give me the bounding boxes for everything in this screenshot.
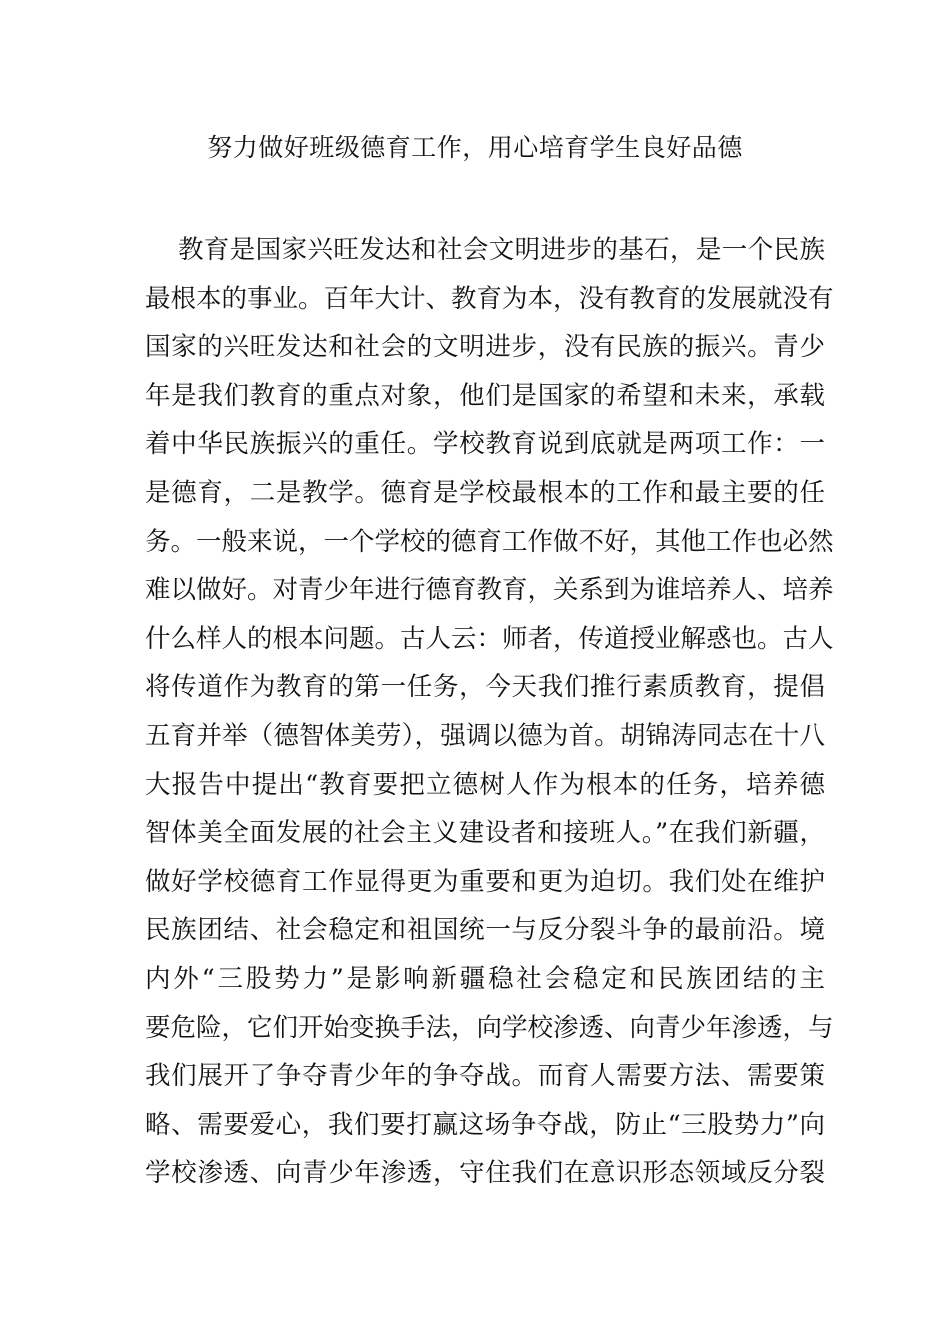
paragraph-line: 大报告中提出“教育要把立德树人作为根本的任务，培养德	[145, 769, 825, 800]
paragraph-line: 智体美全面发展的社会主义建设者和接班人。”在我们新疆，	[145, 818, 825, 849]
document-title: 努力做好班级德育工作，用心培育学生良好品德	[207, 133, 743, 162]
paragraph-line: 做好学校德育工作显得更为重要和更为迫切。我们处在维护	[145, 866, 825, 897]
paragraph-line: 国家的兴旺发达和社会的文明进步，没有民族的振兴。青少	[145, 332, 825, 363]
paragraph-line: 务。一般来说，一个学校的德育工作做不好，其他工作也必然	[145, 526, 834, 557]
body-paragraph	[145, 226, 834, 1198]
paragraph-line: 年是我们教育的重点对象，他们是国家的希望和未来，承载	[145, 380, 825, 411]
paragraph-line: 将传道作为教育的第一任务，今天我们推行素质教育，提倡	[145, 672, 825, 703]
paragraph-line: 学校渗透、向青少年渗透，守住我们在意识形态领域反分裂	[145, 1158, 825, 1189]
paragraph-line: 是德育，二是教学。德育是学校最根本的工作和最主要的任	[145, 477, 825, 508]
paragraph-line: 难以做好。对青少年进行德育教育，关系到为谁培养人、培养	[145, 575, 834, 606]
paragraph-line: 内外“三股势力”是影响新疆稳社会稳定和民族团结的主	[145, 963, 825, 994]
paragraph-line: 我们展开了争夺青少年的争夺战。而育人需要方法、需要策	[145, 1061, 825, 1092]
paragraph-line: 要危险，它们开始变换手法，向学校渗透、向青少年渗透，与	[145, 1012, 834, 1043]
paragraph-line: 民族团结、社会稳定和祖国统一与反分裂斗争的最前沿。境	[145, 915, 825, 946]
paragraph-line: 着中华民族振兴的重任。学校教育说到底就是两项工作：一	[145, 429, 825, 460]
paragraph-line: 最根本的事业。百年大计、教育为本，没有教育的发展就没有	[145, 283, 834, 314]
paragraph-line: 教育是国家兴旺发达和社会文明进步的基石，是一个民族	[178, 235, 825, 265]
paragraph-line: 五育并举（德智体美劳），强调以德为首。胡锦涛同志在十八	[145, 720, 825, 751]
paragraph-line: 略、需要爱心，我们要打赢这场争夺战，防止“三股势力”向	[145, 1109, 825, 1140]
paragraph-line: 什么样人的根本问题。古人云：师者，传道授业解惑也。古人	[145, 623, 834, 654]
